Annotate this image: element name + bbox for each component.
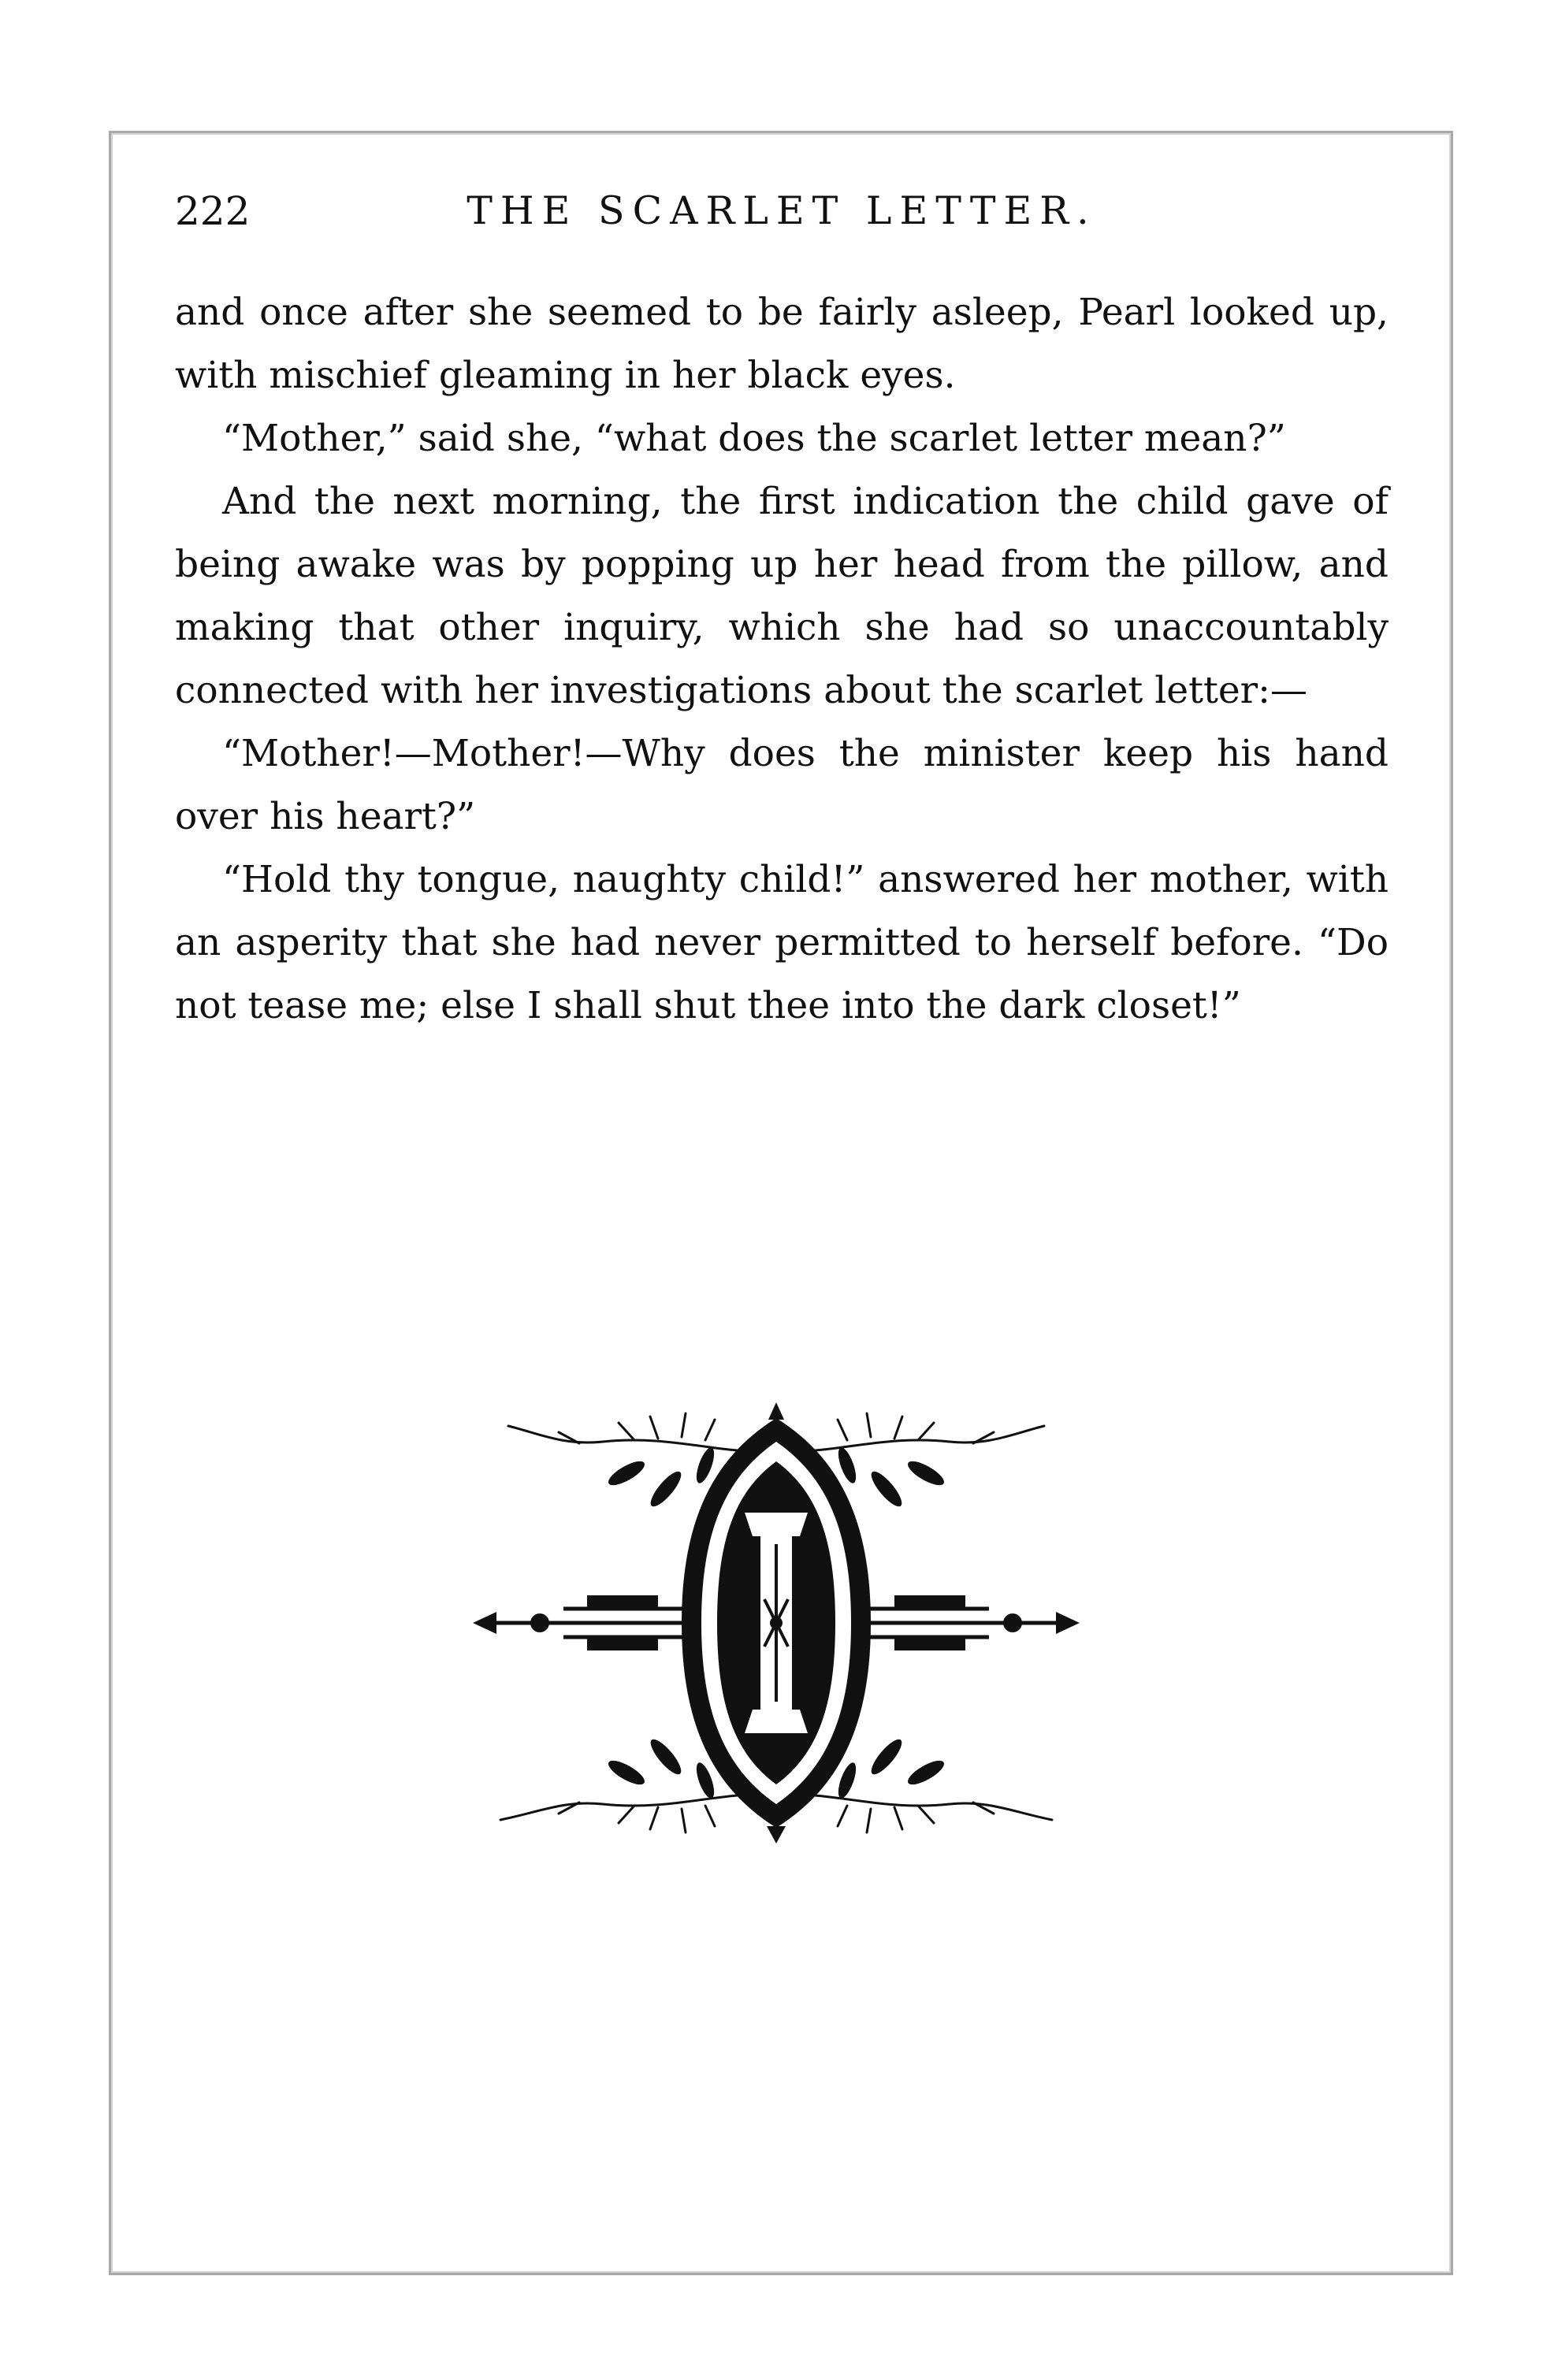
- floral-shield-ornament-icon: [469, 1402, 1084, 1843]
- running-title: THE SCARLET LETTER.: [467, 188, 1097, 233]
- page-number: 222: [175, 188, 251, 234]
- paragraph-4: “Mother!—Mother!—Why does the minister keep his hand over his heart?”: [175, 732, 1389, 838]
- paragraph-2: “Mother,” said she, “what does the scarlet letter mean?”: [222, 417, 1286, 460]
- paragraph-3: And the next morning, the first indication the child gave of being awake was by popping up her head from the pillow, and making that other inquiry, which she had so unaccountably connected with her investigations about the scarlet letter:—: [175, 480, 1389, 712]
- paragraph-1: and once after she seemed to be fairly asleep, Pearl looked up, with mischief gleaming in her black eyes.: [175, 291, 1389, 397]
- body-text: [175, 281, 1389, 1038]
- paragraph-5: “Hold thy tongue, naughty child!” answered her mother, with an asperity that she had never permitted to herself before. “Do not tease me; else I shall shut thee into the dark closet!”: [175, 858, 1389, 1027]
- running-head: [175, 180, 1389, 243]
